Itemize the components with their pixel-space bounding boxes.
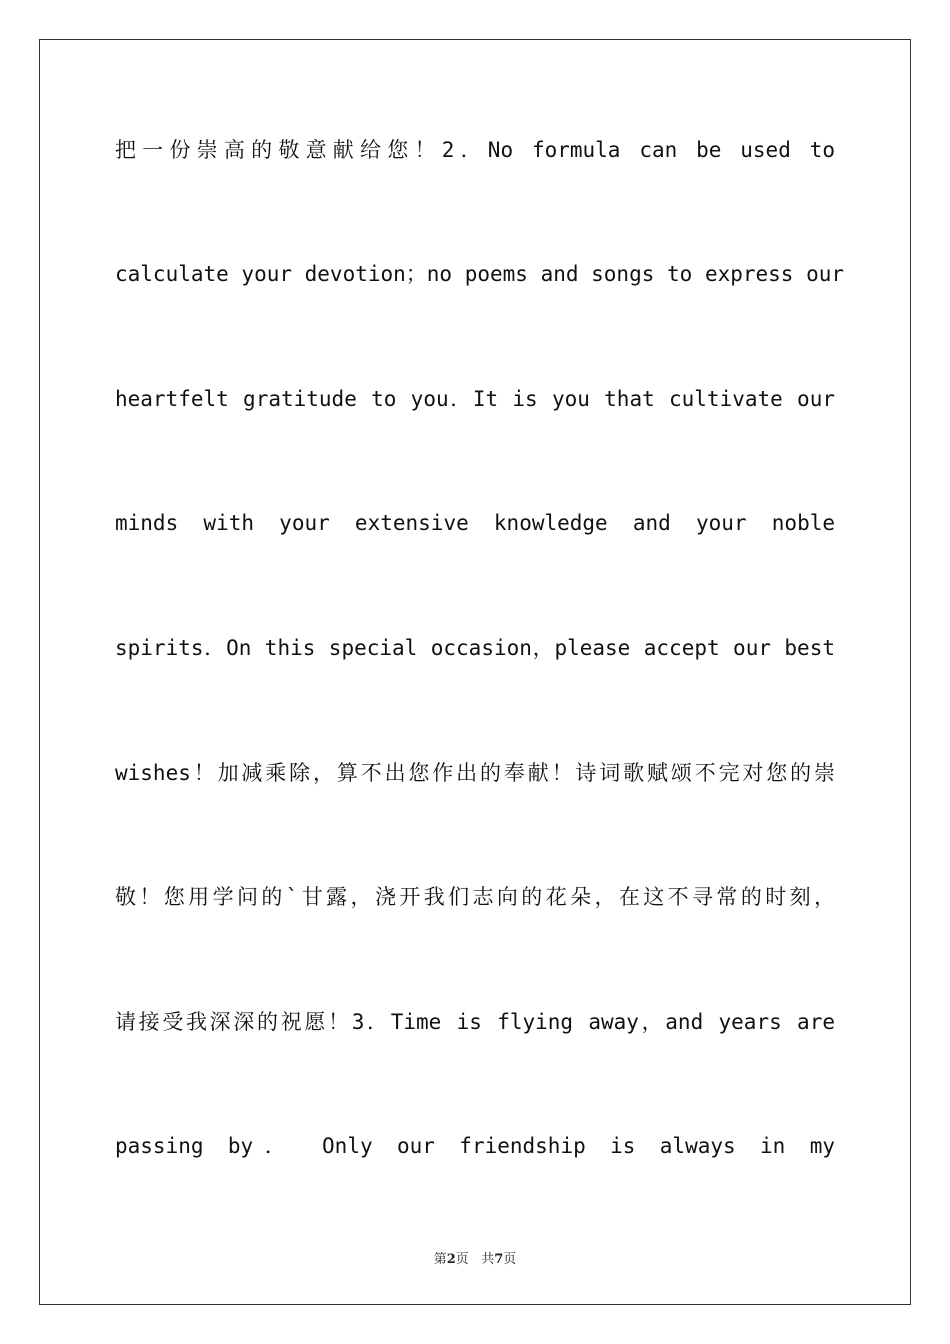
footer-total-prefix: 共 (481, 1252, 495, 1267)
text-line-7: 敬！您用学问的`甘露，浇开我们志向的花朵，在这不寻常的时刻， (115, 885, 835, 909)
text-line-1: 把一份崇高的敬意献给您！2．No formula can be used to (115, 138, 835, 162)
text-line-5: spirits．On this special occasion，please accept our best (115, 636, 835, 660)
text-line-8: 请接受我深深的祝愿！3．Time is flying away，and years are (115, 1010, 835, 1034)
footer-page-number: 2 (446, 1252, 456, 1267)
text-line-2: calculate your devotion；no poems and songs to express our (115, 262, 845, 286)
footer-page-prefix: 第 (433, 1252, 447, 1267)
footer-page-suffix: 页 (455, 1252, 469, 1267)
text-line-6: wishes！加减乘除，算不出您作出的奉献！诗词歌赋颂不完对您的崇 (115, 761, 835, 785)
page-border (39, 39, 911, 1305)
footer-total-suffix: 页 (503, 1252, 517, 1267)
text-line-4: minds with your extensive knowledge and your noble (115, 511, 835, 535)
text-line-9: passing by． Only our friendship is always in my (115, 1134, 835, 1158)
footer-total-pages: 7 (494, 1252, 504, 1267)
text-line-3: heartfelt gratitude to you．It is you that cultivate our (115, 387, 835, 411)
page-footer (0, 1248, 950, 1267)
